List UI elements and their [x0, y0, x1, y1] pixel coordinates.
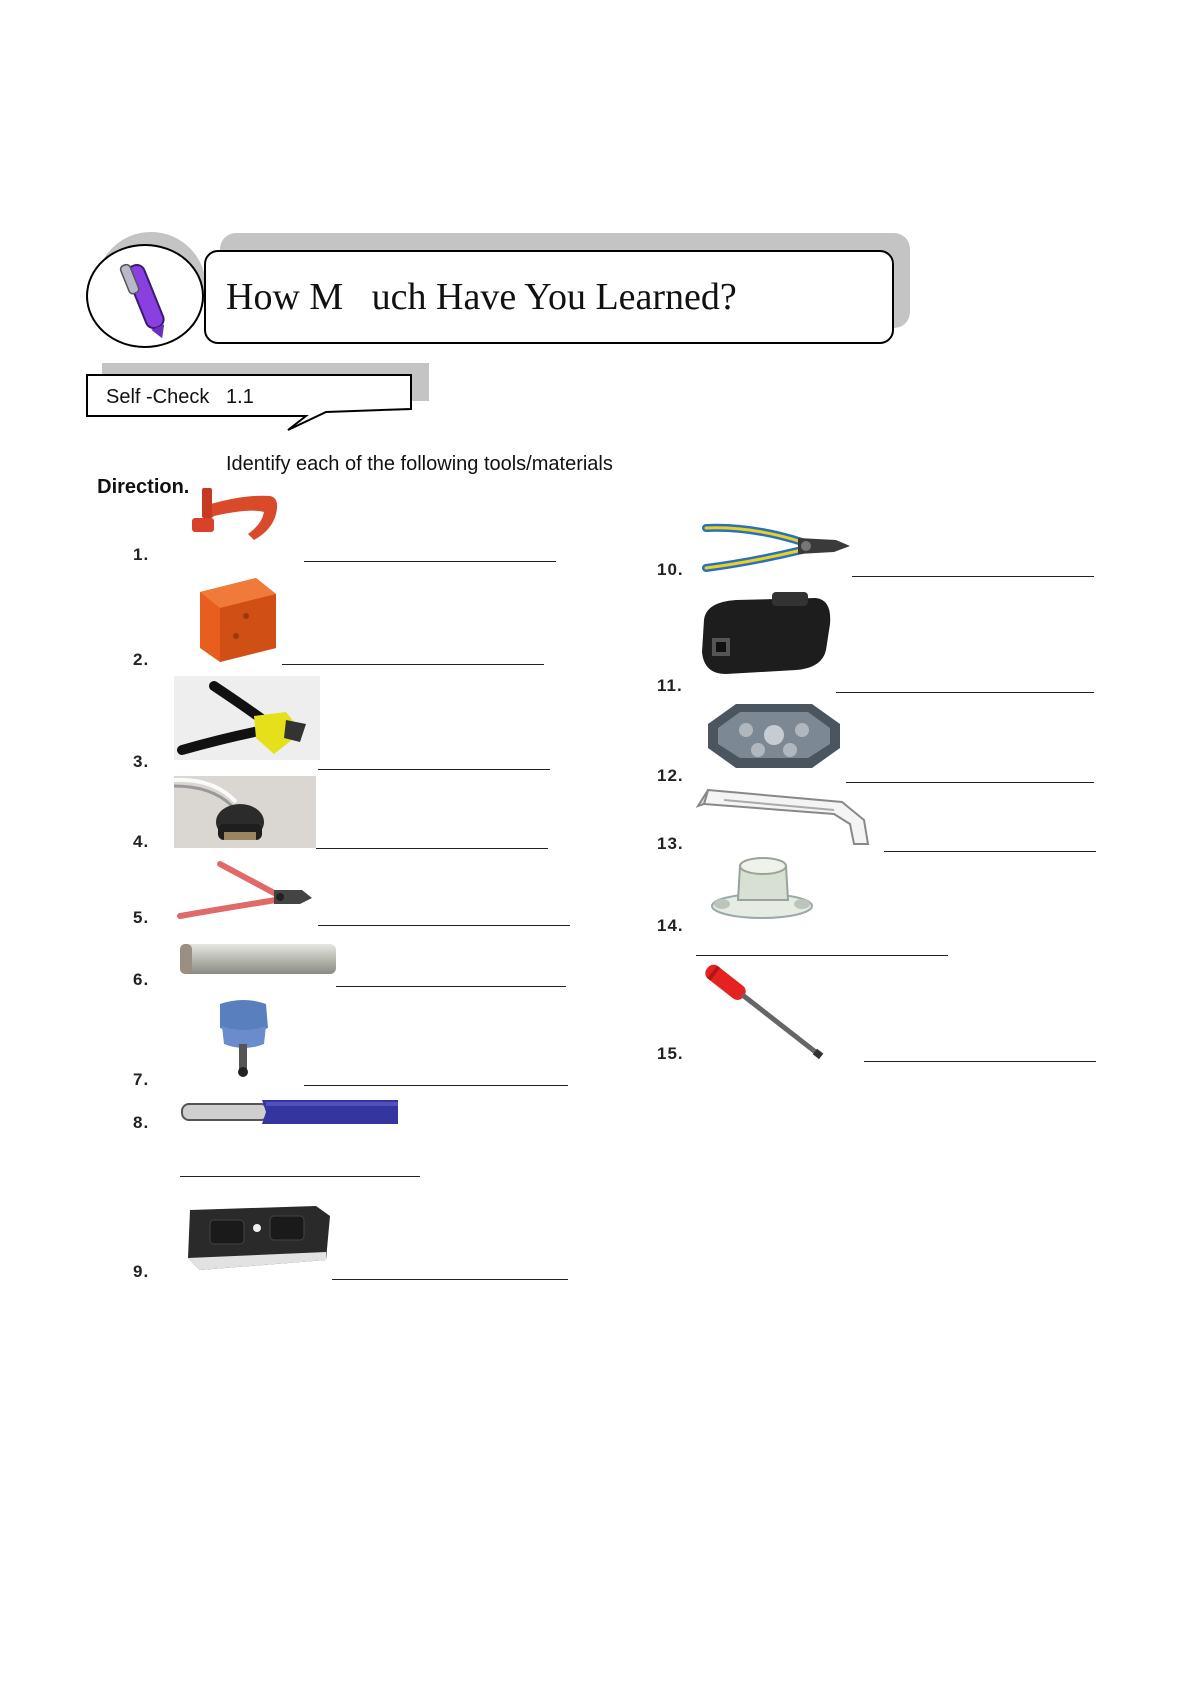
pen-icon	[86, 244, 204, 348]
item-number: 10.	[657, 560, 684, 579]
answer-line[interactable]	[852, 576, 1094, 577]
answer-line[interactable]	[836, 692, 1094, 693]
wire-stripper-icon	[174, 676, 320, 760]
pipe-bender-icon	[694, 786, 876, 850]
answer-line[interactable]	[316, 848, 548, 849]
item-number: 4.	[133, 832, 150, 851]
self-check-label: Self -Check 1.1	[106, 386, 254, 408]
answer-line[interactable]	[884, 851, 1096, 852]
octagonal-junction-box-icon	[706, 700, 842, 772]
answer-line[interactable]	[864, 1061, 1096, 1062]
electrical-wire-icon	[180, 1096, 400, 1126]
answer-line[interactable]	[846, 782, 1094, 783]
item-number: 5.	[133, 908, 150, 927]
conduit-pipe-icon	[178, 942, 338, 976]
item-number: 9.	[133, 1262, 150, 1281]
item-number: 3.	[133, 752, 150, 771]
convenience-outlet-icon	[186, 1202, 332, 1274]
item-number: 6.	[133, 970, 150, 989]
item-number: 14.	[657, 916, 684, 935]
diagonal-cutter-icon	[176, 860, 316, 920]
answer-line[interactable]	[318, 769, 550, 770]
flat-screwdriver-icon	[700, 958, 824, 1058]
porcelain-receptacle-icon	[710, 852, 816, 922]
answer-line[interactable]	[336, 986, 566, 987]
stubby-screwdriver-icon	[212, 998, 276, 1078]
item-number: 11.	[657, 676, 683, 695]
tumbler-switch-icon	[696, 590, 834, 676]
item-number: 13.	[657, 834, 684, 853]
item-number: 1.	[133, 545, 150, 564]
page-title: How M uch Have You Learned?	[226, 276, 737, 318]
answer-line[interactable]	[282, 664, 544, 665]
item-number: 2.	[133, 650, 150, 669]
item-number: 8.	[133, 1113, 150, 1132]
answer-line[interactable]	[696, 955, 948, 956]
direction	[86, 453, 613, 522]
direction-label: Direction.	[97, 476, 190, 498]
answer-line[interactable]	[332, 1279, 568, 1280]
hacksaw-icon	[184, 484, 290, 546]
direction-text: Identify each of the following tools/materials	[226, 453, 613, 475]
answer-line[interactable]	[318, 925, 570, 926]
pen-icon-circle	[86, 244, 204, 348]
item-number: 12.	[657, 766, 684, 785]
answer-line[interactable]	[304, 1085, 568, 1086]
combination-pliers-icon	[702, 520, 852, 576]
answer-line[interactable]	[180, 1176, 420, 1177]
item-number: 15.	[657, 1044, 684, 1063]
answer-line[interactable]	[304, 561, 556, 562]
utility-box-icon	[186, 574, 286, 666]
lamp-holder-icon	[174, 776, 316, 848]
item-number: 7.	[133, 1070, 150, 1089]
